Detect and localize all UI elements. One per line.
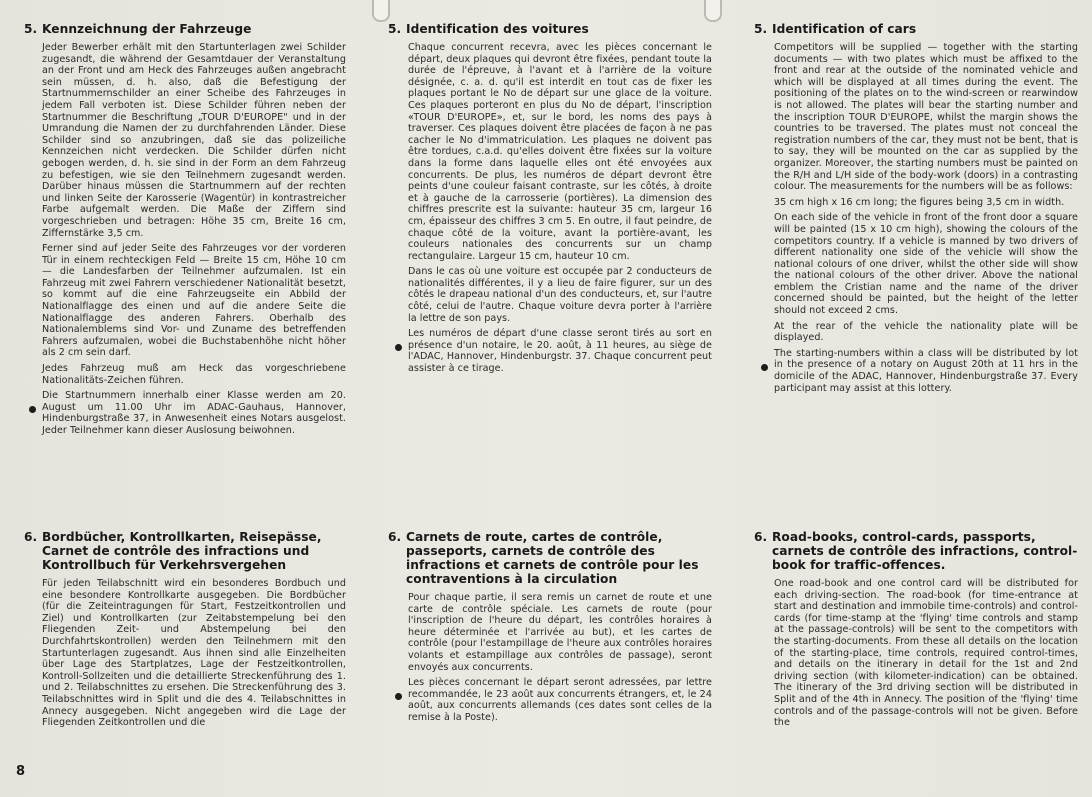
section-number: 5. — [754, 22, 768, 36]
section-title: Carnets de route, cartes de contrôle, passeports, carnets de contrôle des infractions et carnets de contrôle pour les contraventions à la circulation — [406, 530, 699, 586]
paragraph: One road-book and one control card will be distributed for each driving-section. The road-book (for time-entrance at start and destination and immobile time-controls) and control-cards (for time-stamp at the 'flying' time controls and stamp at the passage-controls) will be sent to the competitors with the starting-documents. From these all details on the location of the starting-place, time controls, required control-times, and details on the itinerary in detail for the 1st and 2nd driving section (with kilometer-indication) can be obtained. The itinerary of the 3rd driving section will be distributed in Split and of the 4th in Annecy. The position of the 'flying' time controls and of the passage-controls will not be given. Before the — [774, 578, 1078, 729]
section-heading — [24, 530, 346, 572]
section-fr-6 — [388, 530, 712, 728]
section-de-6 — [24, 530, 346, 733]
section-de-5 — [24, 22, 346, 441]
section-heading — [388, 530, 712, 586]
section-number: 6. — [754, 530, 768, 544]
paragraph: Competitors will be supplied — together with the starting documents — with two plates which must be affixed to the front and rear at the outside of the nominated vehicle and which will be displayed at all times during the event. The positioning of the plates on to the wind-screen or rearwindow is not allowed. The plates will bear the starting number and the inscription TOUR D'EUROPE, whilst the margin shows the countries to be traversed. The plates must not conceal the registration numbers of the car, they must not be bent, that is to say, they will be mounted on the car as supplied by the organizer. Moreover, the starting numbers must be painted on the R/H and L/H side of the body-work (doors) in a contrasting colour. The measurements for the numbers will be as follows: — [774, 42, 1078, 193]
section-title: Road-books, control-cards, passports, carnets de contrôle des infractions, control-book for traffic-offences. — [772, 530, 1078, 572]
bullet-paragraph: Die Startnummern innerhalb einer Klasse werden am 20. August um 11.00 Uhr im ADAC-Gauhaus, Hannover, Hindenburgstraße 37, in Anwesenheit eines Notars ausgelost. Jeder Teilnehmer kann dieser Auslosung beiwohnen. — [42, 390, 346, 436]
section-number: 5. — [388, 22, 402, 36]
section-title: Bordbücher, Kontrollkarten, Reisepässe, Carnet de contrôle des infractions und Kontrollbuch für Verkehrsvergehen — [42, 530, 322, 572]
section-heading — [754, 530, 1078, 572]
section-fr-5 — [388, 22, 712, 379]
section-number: 6. — [388, 530, 402, 544]
section-title: Kennzeichnung der Fahrzeuge — [42, 22, 252, 36]
section-heading — [388, 22, 712, 36]
paragraph: Dans le cas où une voiture est occupée par 2 conducteurs de nationalités différentes, il y a lieu de faire figurer, sur un des côtés le drapeau national d'un des conducteurs, et, sur l'autre côté, celui de l'autre. Chaque voiture devra porter à l'arrière la lettre de son pays. — [408, 266, 712, 324]
paragraph: At the rear of the vehicle the nationality plate will be displayed. — [774, 320, 1078, 344]
binding-ring — [704, 0, 722, 22]
paragraph: Jeder Bewerber erhält mit den Startunterlagen zwei Schilder zugesandt, die während der Gesamtdauer der Veranstaltung an der Front und am Heck des Fahrzeuges außen angebracht sein müssen, d. h. also, daß die Befestigung der Startnummernschilder an einer Scheibe des Fahrzeuges in jedem Fall verboten ist. Diese Schilder führen neben der Startnummer die Beschriftung „TOUR D'EUROPE" und in der Umrandung die Namen der zu durchfahrenden Länder. Diese Schilder sind so anzubringen, daß sie das polizeiliche Kennzeichen nicht verdecken. Die Schilder dürfen nicht gebogen werden, d. h. sie sind in der Form an dem Fahrzeug zu befestigen, wie sie den Teilnehmern zugesandt werden. Darüber hinaus müssen die Startnummern auf der rechten und linken Seite der Karosserie (Wagentür) in kontrastreicher Farbe aufgemalt werden. Die Maße der Ziffern sind vorgeschrieben und betragen: Höhe 35 cm, Breite 16 cm, Ziffernstärke 3,5 cm. — [42, 42, 346, 239]
paragraph: Ferner sind auf jeder Seite des Fahrzeuges vor der vorderen Tür in einem rechteckigen Feld — Breite 15 cm, Höhe 10 cm — die Landesfarben der Teilnehmer aufzumalen. Ist ein Fahrzeug mit zwei Fahrern verschiedener Nationalität besetzt, so kommt auf die eine Fahrzeugseite ein Abbild der Nationalflagge des einen und auf die andere Seite die Nationalflagge des anderen Fahrers. Oberhalb des Nationalemblems sind Vor- und Zuname des betreffenden Fahrers aufzumalen, wobei die Buchstabenhöhe nicht höher als 2 cm sein darf. — [42, 243, 346, 359]
section-number: 6. — [24, 530, 38, 544]
paragraph: Chaque concurrent recevra, avec les pièces concernant le départ, deux plaques qui devront être fixées, pendant toute la durée de l'épreuve, à l'avant et à l'arrière de la voiture désignée, c. a. d. qu'il est interdit en tout cas de fixer les plaques portant le No de départ sur une glace de la voiture. Ces plaques porteront en plus du No de départ, l'inscription «TOUR D'EUROPE», et, sur le bord, les noms des pays à traverser. Ces plaques doivent être placées de façon à ne pas cacher le No d'immatriculation. Les plaques ne doivent pas être tordues, c.a.d. qu'elles doivent être fixées sur la voiture dans la forme dans laquelle elles ont été envoyées aux concurrents. De plus, les numéros de départ devront être peints d'une couleur faisant contraste, sur les côtés, à droite et à gauche de la carrosserie (portières). La dimension des chiffres prescrite est la suivante: hauteur 35 cm, largeur 16 cm, épaisseur des chiffres 3 cm 5. En outre, il faut peindre, de chaque côté de la voiture, avant la portière-avant, les couleurs nationales des concurrents sur un champ rectangulaire. Largeur 15 cm, hauteur 10 cm. — [408, 42, 712, 262]
bullet-paragraph: Les pièces concernant le départ seront adressées, par lettre recommandée, le 23 août aux concurrents étrangers, et, le 24 août, aux concurrents allemands (ces dates sont celles de la remise à la Poste). — [408, 677, 712, 723]
section-en-5 — [754, 22, 1078, 398]
paragraph: Jedes Fahrzeug muß am Heck das vorgeschriebene Nationalitäts-Zeichen führen. — [42, 363, 346, 386]
bullet-paragraph: The starting-numbers within a class will be distributed by lot in the presence of a notary on August 20th at 11 hrs in the domicile of the ADAC, Hannover, Hindenburgstraße 37. Every participant may assist at this lottery. — [774, 347, 1078, 394]
paragraph: On each side of the vehicle in front of the front door a square will be painted (15 x 10 cm high), showing the colours of the competitors country. If a vehicle is manned by two drivers of different nationality one side of the vehicle will show the national colours of one driver, whilst the other side will show the national colours of the other driver. Above the national emblem the Cristian name and the name of the driver concerned should be painted, but the height of the letter should not exceed 2 cms. — [774, 212, 1078, 317]
paragraph: Pour chaque partie, il sera remis un carnet de route et une carte de contrôle spéciale. Les carnets de route (pour l'inscription de l'heure du départ, les contrôles horaires à heure déterminée et l'arrivée au but), et les cartes de contrôle (pour l'estampillage de l'heure aux contrôles horaires volants et estampillage aux contrôles de passage), seront envoyés aux concurrents. — [408, 592, 712, 673]
paragraph: 35 cm high x 16 cm long; the figures being 3,5 cm in width. — [774, 196, 1065, 208]
section-title: Identification des voitures — [406, 22, 589, 36]
binding-ring — [372, 0, 390, 22]
page-number: 8 — [16, 764, 26, 779]
section-en-6 — [754, 530, 1078, 733]
section-heading — [754, 22, 1078, 36]
section-number: 5. — [24, 22, 38, 36]
paragraph: Für jeden Teilabschnitt wird ein besonderes Bordbuch und eine besondere Kontrollkarte ausgegeben. Die Bordbücher (für die Zeiteintragungen für Start, Festzeitkontrollen und Ziel) und Kontrollkarten (zur Zeitabstempelung bei den Fliegenden Zeit- und Abstempelung bei den Durchfahrtskontrollen) werden den Teilnehmern mit den Startunterlagen zugesandt. Aus ihnen sind alle Einzelheiten über Lage des Startplatzes, Lage der Festzeitkontrollen, Kontroll-Sollzeiten und die detaillierte Streckenführung des 1. und 2. Teilabschnittes zu ersehen. Die Streckenführung des 3. Teilabschnittes wird in Split und die des 4. Teilabschnittes in Annecy ausgegeben. Nicht angegeben wird die Lage der Fliegenden Zeitkontrollen und die — [42, 578, 346, 729]
section-heading — [24, 22, 346, 36]
section-title: Identification of cars — [772, 22, 917, 36]
bullet-paragraph: Les numéros de départ d'une classe seront tirés au sort en présence d'un notaire, le 20. août, à 11 heures, au siège de l'ADAC, Hannover, Hindenburgstr. 37. Chaque concurrent peut assister à ce tirage. — [408, 328, 712, 375]
